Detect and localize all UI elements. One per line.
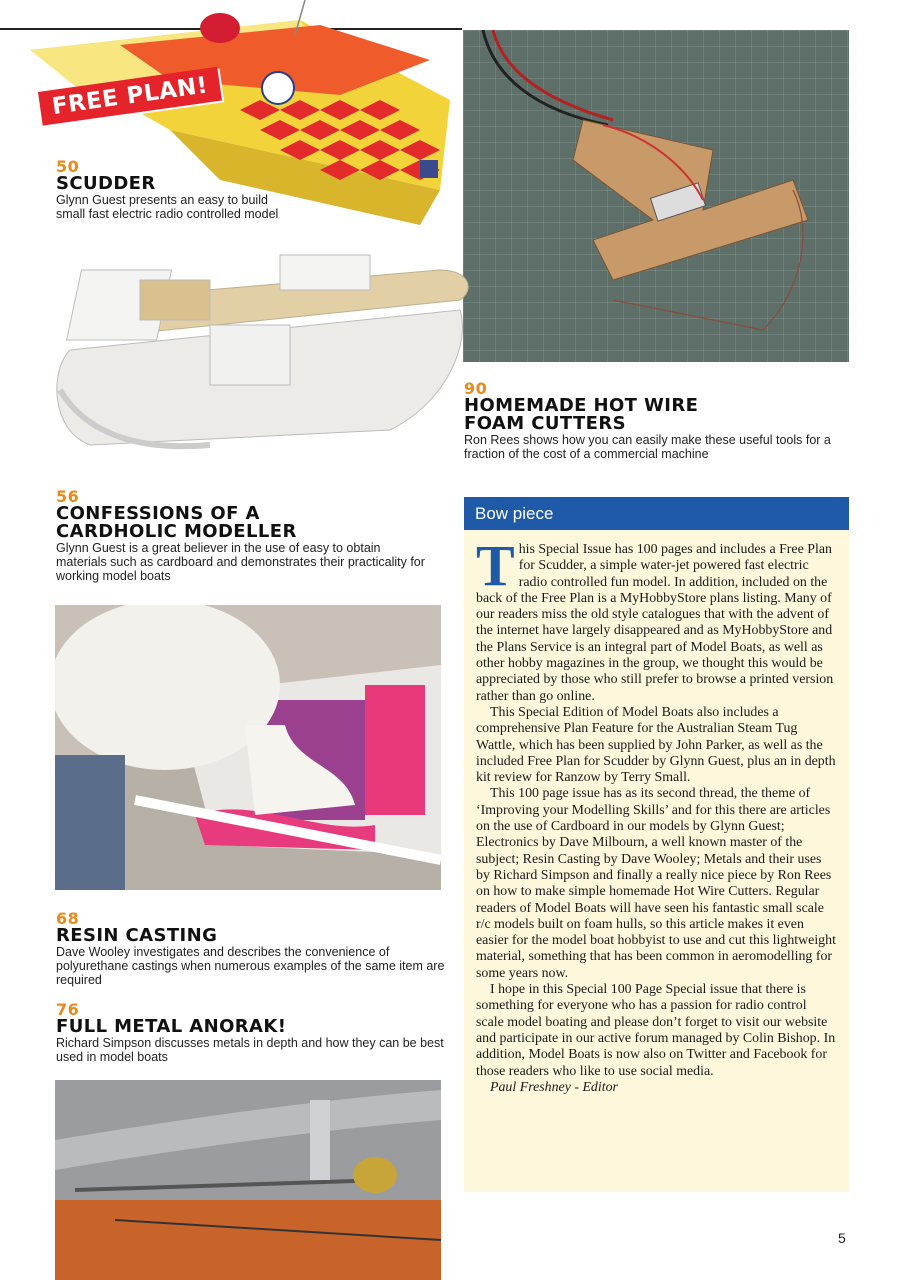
article-page-number: 90 (464, 379, 488, 398)
article-page-number: 50 (56, 157, 80, 176)
metal-model-photo (55, 1080, 441, 1280)
free-plan-badge: FREE PLAN! (38, 67, 222, 126)
editorial-paragraph: This Special Issue has 100 pages and includes a Free Plan for Scudder, a simple water-jet powered fast electric radio controlled fun model. In addition, included on the back of the Free Plan is a MyHobbyStore plans listing. Many of our readers miss the old style catalogues that with the advent of the internet have largely disappeared and as MyHobbyStore and the Plans Service is an integral part of Model Boats, as well as other hobby magazines in the group, we thought this would be appreciated by those who still prefer to browse a printed version rather than go online. (476, 533, 834, 704)
article-title: SCUDDER (56, 173, 156, 194)
article-page-number: 76 (56, 1000, 80, 1019)
article-teaser-hot-wire (464, 381, 844, 461)
article-description: Dave Wooley investigates and describes the convenience of polyurethane castings when numerous examples of the same item are required (56, 945, 445, 987)
article-description: Richard Simpson discusses metals in depth and how they can be best used in model boats (56, 1036, 444, 1064)
article-title: RESIN CASTING (56, 925, 218, 946)
article-teaser-cardholic (56, 489, 426, 583)
article-page-number: 56 (56, 487, 80, 506)
hot-wire-cutter-photo (463, 30, 849, 362)
article-description: Glynn Guest presents an easy to build small fast electric radio controlled model (56, 193, 279, 221)
editorial-paragraph: This 100 page issue has as its second thread, the theme of ‘Improving your Modelling Skills’ and for this there are articles on the use of Cardboard in our models by Glynn Guest; Electronics by Dave Milbourn, a well known master of the subject; Resin Casting by Dave Wooley; Metals and their uses by Richard Simpson and finally a really nice piece by Ron Rees on how to make simple homemade Hot Wire Cutters. Regular readers of Model Boats will have seen his fantastic small scale r/c models built on foam hulls, so this article makes it even easier for the model boat hobbyist to use and cut this lightweight material, something that has been common in aeromodelling for some years now. (476, 786, 836, 981)
cardboard-model-photo (30, 230, 470, 460)
bow-piece-heading: Bow piece (464, 497, 849, 530)
article-teaser-anorak (56, 1002, 446, 1064)
page-number: 5 (838, 1230, 846, 1246)
bow-piece-editorial (464, 530, 849, 1192)
article-title: HOMEMADE HOT WIRE FOAM CUTTERS (464, 395, 699, 434)
editorial-paragraph: I hope in this Special 100 Page Special issue that there is something for everyone who has a passion for radio control scale model boating and please don’t forget to visit our website and participate in our active forum managed by Colin Bishop. In addition, Model Boats is now also on Twitter and Facebook for those readers who like to use social media. (476, 982, 836, 1079)
article-page-number: 68 (56, 909, 80, 928)
article-description: Ron Rees shows how you can easily make these useful tools for a fraction of the cost of a commercial machine (464, 433, 831, 461)
article-teaser-scudder (56, 159, 286, 221)
editorial-paragraph: This Special Edition of Model Boats also includes a comprehensive Plan Feature for the Australian Steam Tug Wattle, which has been supplied by John Parker, as well as the included Free Plan for Scudder by Glynn Guest, plus an in depth kit review for Ranzow by Terry Small. (476, 704, 836, 786)
article-title: FULL METAL ANORAK! (56, 1016, 287, 1037)
drop-cap: T (476, 533, 515, 598)
article-teaser-resin (56, 911, 446, 987)
article-description: Glynn Guest is a great believer in the use of easy to obtain materials such as cardboard and demonstrates their practicality for working model boats (56, 541, 425, 583)
resin-casting-photo (55, 605, 441, 890)
editor-signature: Paul Freshney - Editor (490, 1079, 618, 1095)
article-title: CONFESSIONS OF A CARDHOLIC MODELLER (56, 503, 297, 542)
